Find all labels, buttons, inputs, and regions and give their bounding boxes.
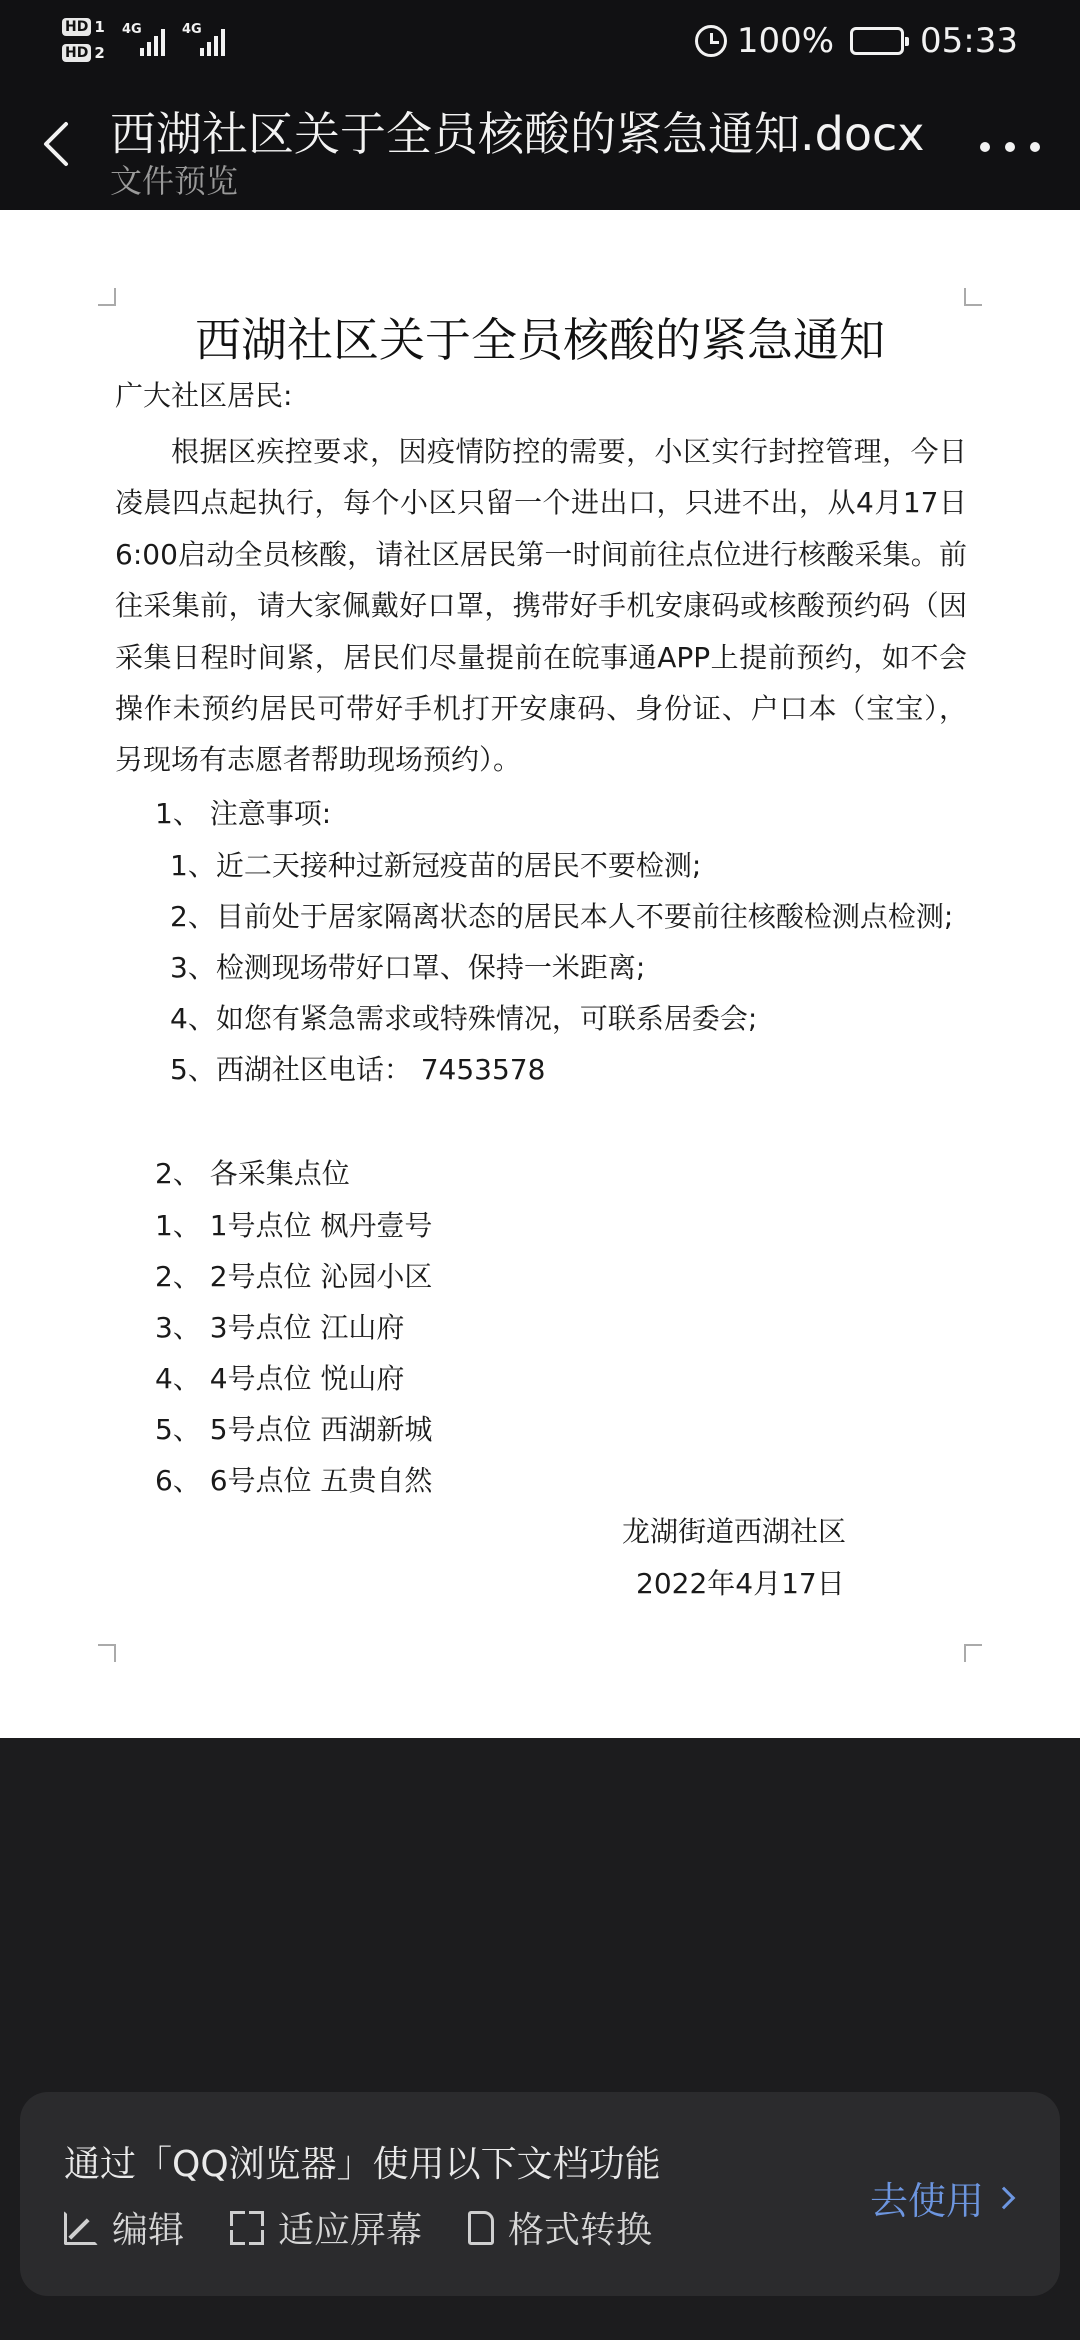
sim-indicators [62, 14, 114, 66]
network-type: 4G [182, 22, 202, 37]
back-button[interactable] [30, 114, 90, 174]
title-bar [0, 84, 1080, 210]
list-item: 2、目前处于居家隔离状态的居民本人不要前往核酸检测点检测; [170, 900, 954, 933]
sim1-number: 1 [94, 18, 105, 36]
list-item: 1、 1号点位 枫丹壹号 [155, 1209, 433, 1242]
list-item: 6、 6号点位 五贵自然 [155, 1464, 433, 1497]
fit-screen-label: 适应屏幕 [278, 2210, 423, 2251]
file-convert-icon [468, 2211, 494, 2245]
hd-badge: HD [62, 18, 91, 36]
edit-label: 编辑 [112, 2210, 185, 2251]
list-item: 3、 3号点位 江山府 [155, 1311, 405, 1344]
section-heading-notices: 1、 注意事项: [155, 797, 332, 830]
more-options-button[interactable] [980, 132, 1040, 162]
greeting: 广大社区居民: [115, 379, 293, 412]
network-type: 4G [122, 22, 142, 37]
back-arrow-icon [30, 114, 90, 174]
page-corner-mark [964, 1644, 982, 1662]
signal-icon [122, 22, 165, 56]
edit-button[interactable] [64, 2202, 184, 2253]
file-title: 西湖社区关于全员核酸的紧急通知.docx [110, 107, 925, 161]
document-title: 西湖社区关于全员核酸的紧急通知 [195, 313, 885, 367]
section-heading-sites: 2、 各采集点位 [155, 1157, 350, 1190]
list-item: 2、 2号点位 沁园小区 [155, 1260, 433, 1293]
dot [1005, 142, 1015, 152]
edit-icon [64, 2211, 98, 2245]
chevron-right-icon [993, 2186, 1016, 2209]
sim2-number: 2 [94, 44, 105, 62]
format-convert-button[interactable] [468, 2202, 652, 2253]
notice-list [170, 840, 953, 1095]
list-item: 5、 5号点位 西湖新城 [155, 1413, 433, 1446]
site-list [155, 1200, 432, 1506]
page-corner-mark [98, 1644, 116, 1662]
list-item: 4、 4号点位 悦山府 [155, 1362, 405, 1395]
clock: 05:33 [920, 21, 1018, 61]
qq-browser-promo-card [20, 2092, 1060, 2296]
battery-icon [850, 27, 904, 55]
dot [1030, 142, 1040, 152]
status-right [695, 18, 1018, 64]
list-item: 3、检测现场带好口罩、保持一米距离; [170, 951, 646, 984]
signature-date: 2022年4月17日 [636, 1567, 845, 1600]
format-convert-label: 格式转换 [508, 2210, 653, 2251]
fit-screen-icon [230, 2211, 264, 2245]
alarm-clock-icon [695, 25, 727, 57]
body-paragraph: 根据区疾控要求，因疫情防控的需要，小区实行封控管理，今日凌晨四点起执行，每个小区只留一个进出口，只进不出，从4月17日6:00启动全员核酸，请社区居民第一时间前往点位进行核酸采集。前往采集前，请大家佩戴好口罩，携带好手机安康码或核酸预约码（因采集日程时间紧，居民们尽量提前在皖事通APP上提前预约，如不会操作未预约居民可带好手机打开安康码、身份证、户口本（宝宝），另现场有志愿者帮助现场预约）。 [115, 435, 967, 777]
list-item: 4、如您有紧急需求或特殊情况，可联系居委会; [170, 1002, 758, 1035]
use-label: 去使用 [869, 2179, 984, 2223]
promo-actions [64, 2202, 652, 2253]
use-button[interactable] [870, 2170, 1012, 2225]
list-item: 5、西湖社区电话： 7453578 [170, 1053, 546, 1086]
list-item: 1、近二天接种过新冠疫苗的居民不要检测; [170, 849, 702, 882]
battery-percent: 100% [736, 21, 835, 61]
status-bar [0, 0, 1080, 84]
signal-icon [182, 22, 225, 56]
dot [980, 142, 990, 152]
hd-badge: HD [62, 44, 91, 62]
promo-title: 通过「QQ浏览器」使用以下文档功能 [64, 2144, 661, 2185]
document-page[interactable] [0, 210, 1080, 1738]
fit-screen-button[interactable] [230, 2202, 422, 2253]
signature-organization: 龙湖街道西湖社区 [622, 1515, 847, 1548]
file-subtitle: 文件预览 [110, 162, 239, 200]
